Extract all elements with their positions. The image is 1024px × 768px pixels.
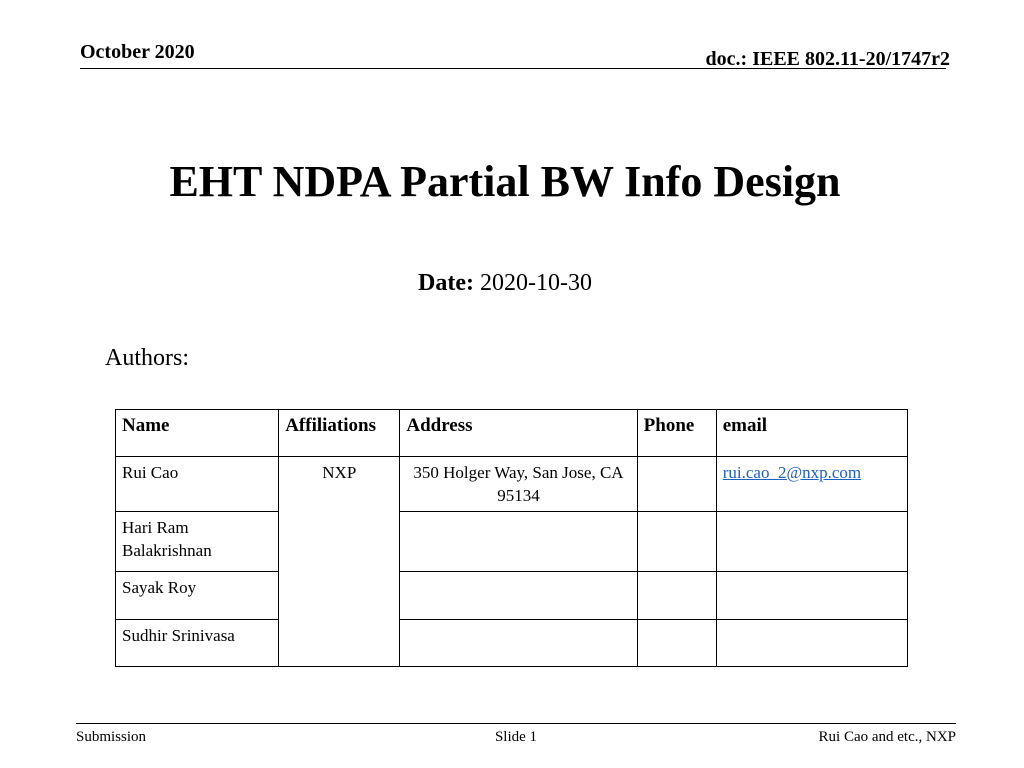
date-label: Date: <box>418 270 474 296</box>
header-affiliations: Affiliations <box>279 410 400 457</box>
author-email-cell <box>716 457 907 512</box>
author-name: Sayak Roy <box>116 572 279 620</box>
footer-slide-number: Slide 1 <box>494 729 538 745</box>
authors-table <box>115 409 908 667</box>
author-phone <box>637 620 716 667</box>
author-email-cell <box>716 512 907 572</box>
author-email-cell <box>716 620 907 667</box>
slide-title: EHT NDPA Partial BW Info Design <box>169 157 841 206</box>
author-phone <box>637 512 716 572</box>
footer-submission: Submission <box>76 729 147 745</box>
table-row <box>116 457 908 512</box>
table-row <box>116 620 908 667</box>
author-address <box>400 572 637 620</box>
header-address: Address <box>400 410 637 457</box>
date-line <box>0 268 1010 298</box>
footer-divider <box>76 723 956 724</box>
header-name: Name <box>116 410 279 457</box>
table-header-row <box>116 410 908 457</box>
author-affiliation: NXP <box>279 457 400 667</box>
date-value: 2020-10-30 <box>479 270 592 296</box>
author-phone <box>637 457 716 512</box>
author-name: Hari Ram Balakrishnan <box>116 512 279 572</box>
author-email-link[interactable]: rui.cao_2@nxp.com <box>722 463 862 482</box>
author-name: Rui Cao <box>116 457 279 512</box>
header-date: October 2020 <box>80 41 195 63</box>
author-address: 350 Holger Way, San Jose, CA 95134 <box>400 457 637 512</box>
author-name: Sudhir Srinivasa <box>116 620 279 667</box>
table-row <box>116 512 908 572</box>
header-divider <box>80 68 946 69</box>
author-address <box>400 512 637 572</box>
authors-heading: Authors: <box>105 345 189 371</box>
author-address <box>400 620 637 667</box>
header-email: email <box>716 410 907 457</box>
header-phone: Phone <box>637 410 716 457</box>
author-phone <box>637 572 716 620</box>
author-email-cell <box>716 572 907 620</box>
table-row <box>116 572 908 620</box>
footer-authors: Rui Cao and etc., NXP <box>818 729 956 745</box>
header-doc-id: doc.: IEEE 802.11-20/1747r2 <box>705 48 950 70</box>
